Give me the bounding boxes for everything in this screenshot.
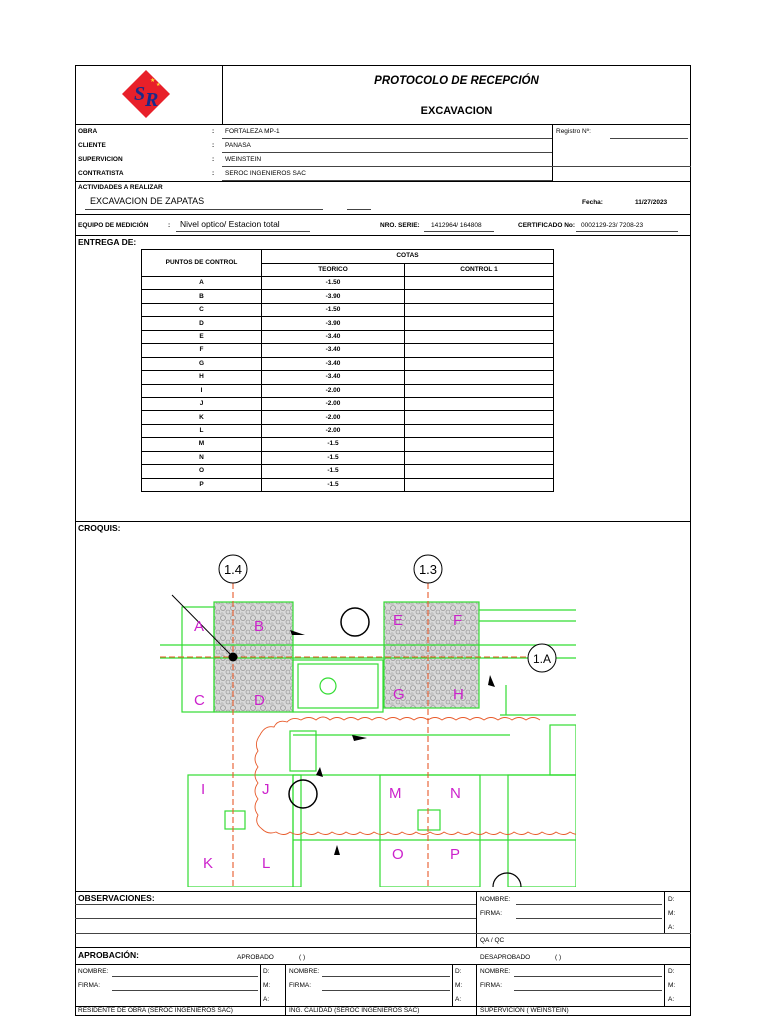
cell-teorico: -1.50 (262, 303, 405, 316)
cal-firma-field[interactable] (322, 990, 450, 991)
cell-control[interactable] (405, 438, 554, 451)
actividades-value: EXCAVACION DE ZAPATAS (90, 196, 205, 206)
cell-teorico: -1.5 (262, 451, 405, 464)
cal-nombre-label: NOMBRE: (289, 968, 320, 975)
certificado-label: CERTIFICADO No: (518, 222, 576, 229)
table-row (142, 465, 554, 478)
page-title: PROTOCOLO DE RECEPCIÓN (374, 75, 539, 87)
company-logo (120, 68, 172, 120)
cal-a-label: A: (455, 996, 462, 1003)
obs-m-label: M: (668, 910, 676, 917)
cell-control[interactable] (405, 303, 554, 316)
signature-calidad: ING. CALIDAD (SEROC INGENIEROS SAC) (289, 1007, 420, 1014)
cell-teorico: -2.00 (262, 384, 405, 397)
svg-text:S: S (134, 83, 146, 105)
cell-punto: O (142, 465, 262, 478)
cell-control[interactable] (405, 290, 554, 303)
cell-control[interactable] (405, 424, 554, 437)
table-row (142, 384, 554, 397)
point-label-e: E (393, 612, 404, 629)
cliente-value: PANASA (225, 142, 251, 149)
point-label-l: L (262, 855, 271, 872)
cal-m-label: M: (455, 982, 463, 989)
sup-firma-label: FIRMA: (480, 982, 503, 989)
serie-label: NRO. SERIE: (380, 222, 420, 229)
supervicion-label: SUPERVICION (78, 156, 123, 163)
cal-firma-label: FIRMA: (289, 982, 312, 989)
observaciones-line-2[interactable] (75, 918, 476, 919)
cell-teorico: -3.40 (262, 344, 405, 357)
cell-punto: H (142, 371, 262, 384)
obs-d-label: D: (668, 896, 675, 903)
fecha-value: 11/27/2023 (635, 199, 668, 206)
table-row (142, 371, 554, 384)
point-label-p: P (450, 846, 461, 863)
point-label-n: N (450, 785, 461, 802)
cell-teorico: -3.40 (262, 357, 405, 370)
point-label-b: B (254, 618, 265, 635)
cell-punto: E (142, 330, 262, 343)
cell-control[interactable] (405, 317, 554, 330)
obs-nombre-field[interactable] (516, 904, 662, 905)
sup-nombre-field[interactable] (514, 976, 662, 977)
cell-punto: P (142, 478, 262, 491)
cell-punto: L (142, 424, 262, 437)
obra-colon: : (212, 128, 215, 135)
col-puntos-header: PUNTOS DE CONTROL (142, 250, 262, 277)
page-subtitle: EXCAVACION (420, 105, 493, 117)
point-label-j: J (262, 781, 270, 798)
obra-label: OBRA (78, 128, 98, 135)
supervicion-colon: : (212, 156, 215, 163)
cal-d-label: D: (455, 968, 462, 975)
fecha-label: Fecha: (582, 199, 603, 206)
res-d-label: D: (263, 968, 270, 975)
cell-punto: G (142, 357, 262, 370)
col-cotas-header: COTAS (262, 250, 554, 264)
col-teorico-header: TEORICO (262, 263, 405, 277)
cell-control[interactable] (405, 451, 554, 464)
sup-a-label: A: (668, 996, 675, 1003)
cell-punto: N (142, 451, 262, 464)
cell-teorico: -3.90 (262, 290, 405, 303)
point-label-c: C (194, 692, 205, 709)
table-row (142, 290, 554, 303)
sup-nombre-label: NOMBRE: (480, 968, 511, 975)
res-nombre-label: NOMBRE: (78, 968, 109, 975)
cell-punto: F (142, 344, 262, 357)
table-row (142, 451, 554, 464)
signature-residente: RESIDENTE DE OBRA (SEROC INGENIEROS SAC) (78, 1007, 233, 1014)
point-label-d: D (254, 692, 265, 709)
aprobado-checkbox[interactable]: ( ) (299, 954, 306, 961)
svg-text:★: ★ (150, 78, 156, 84)
point-label-a: A (194, 618, 205, 635)
desaprobado-label: DESAPROBADO (480, 954, 531, 961)
sup-d-label: D: (668, 968, 675, 975)
cell-punto: D (142, 317, 262, 330)
cell-punto: M (142, 438, 262, 451)
cell-teorico: -3.40 (262, 330, 405, 343)
table-row (142, 478, 554, 491)
certificado-value: 0002129-23/ 7208-23 (581, 222, 644, 229)
sup-firma-field[interactable] (514, 990, 662, 991)
equipo-colon: : (168, 222, 171, 229)
axis-label-1-a: 1.A (532, 652, 552, 666)
cell-punto: K (142, 411, 262, 424)
cell-teorico: -3.40 (262, 371, 405, 384)
cell-punto: B (142, 290, 262, 303)
cell-control[interactable] (405, 344, 554, 357)
table-row (142, 438, 554, 451)
cell-punto: A (142, 277, 262, 290)
cell-punto: J (142, 397, 262, 410)
res-firma-label: FIRMA: (78, 982, 101, 989)
cell-control[interactable] (405, 371, 554, 384)
point-label-f: F (453, 612, 463, 629)
qa-qc-label: QA / QC (480, 937, 505, 944)
svg-text:★: ★ (156, 82, 161, 88)
cell-teorico: -2.00 (262, 411, 405, 424)
cell-punto: I (142, 384, 262, 397)
point-label-i: I (201, 781, 206, 798)
point-label-k: K (203, 855, 214, 872)
contratista-colon: : (212, 170, 215, 177)
equipo-value: Nivel optico/ Estacion total (180, 219, 280, 229)
cell-teorico: -3.90 (262, 317, 405, 330)
observaciones-line-1[interactable] (75, 904, 476, 905)
table-row (142, 424, 554, 437)
obs-firma-field[interactable] (516, 918, 662, 919)
cell-control[interactable] (405, 277, 554, 290)
obs-firma-label: FIRMA: (480, 910, 503, 917)
signature-supervision: SUPERVICION ( WEINSTEIN) (480, 1007, 569, 1014)
croquis-heading: CROQUIS: (78, 523, 121, 533)
cell-control[interactable] (405, 384, 554, 397)
registro-field[interactable] (610, 138, 688, 139)
cal-nombre-field[interactable] (322, 976, 450, 977)
contratista-label: CONTRATISTA (78, 170, 124, 177)
table-row (142, 330, 554, 343)
equipo-label: EQUIPO DE MEDICIÓN (78, 222, 149, 229)
supervicion-value: WEINSTEIN (225, 156, 262, 163)
aprobacion-heading: APROBACIÓN: (78, 950, 139, 960)
res-m-label: M: (263, 982, 271, 989)
col-control-header: CONTROL 1 (405, 263, 554, 277)
observaciones-heading: OBSERVACIONES: (78, 893, 155, 903)
res-a-label: A: (263, 996, 270, 1003)
cell-control[interactable] (405, 411, 554, 424)
cell-control[interactable] (405, 397, 554, 410)
actividades-label: ACTIVIDADES A REALIZAR (78, 184, 163, 191)
desaprobado-checkbox[interactable]: ( ) (555, 954, 562, 961)
cell-teorico: -2.00 (262, 397, 405, 410)
cell-control[interactable] (405, 330, 554, 343)
sup-m-label: M: (668, 982, 676, 989)
table-row (142, 397, 554, 410)
registro-label: Registro Nº: (556, 128, 591, 135)
axis-label-1-4: 1.4 (223, 562, 243, 577)
cell-teorico: -1.5 (262, 478, 405, 491)
axis-label-1-3: 1.3 (418, 562, 438, 577)
point-label-m: M (389, 785, 402, 802)
table-row (142, 303, 554, 316)
cell-teorico: -1.5 (262, 438, 405, 451)
entrega-heading: ENTREGA DE: (78, 237, 137, 247)
point-label-o: O (392, 846, 404, 863)
control-points-table (141, 249, 554, 492)
croquis-drawing (160, 545, 576, 887)
contratista-value: SEROC INGENIEROS SAC (225, 170, 306, 177)
table-row (142, 344, 554, 357)
cell-teorico: -2.00 (262, 424, 405, 437)
obra-value: FORTALEZA MP-1 (225, 128, 280, 135)
table-row (142, 317, 554, 330)
point-label-h: H (453, 686, 464, 703)
table-row (142, 357, 554, 370)
cliente-colon: : (212, 142, 215, 149)
obs-nombre-label: NOMBRE: (480, 896, 511, 903)
cell-punto: C (142, 303, 262, 316)
res-nombre-field[interactable] (112, 976, 258, 977)
cell-control[interactable] (405, 357, 554, 370)
cliente-label: CLIENTE (78, 142, 106, 149)
svg-text:R: R (145, 89, 159, 111)
obs-a-label: A: (668, 924, 675, 931)
table-row (142, 277, 554, 290)
cell-control[interactable] (405, 465, 554, 478)
cell-teorico: -1.5 (262, 465, 405, 478)
serie-value: 1412964/ 164808 (431, 222, 482, 229)
point-label-g: G (393, 686, 405, 703)
cell-teorico: -1.50 (262, 277, 405, 290)
table-row (142, 411, 554, 424)
aprobado-label: APROBADO (237, 954, 274, 961)
res-firma-field[interactable] (112, 990, 258, 991)
cell-control[interactable] (405, 478, 554, 491)
